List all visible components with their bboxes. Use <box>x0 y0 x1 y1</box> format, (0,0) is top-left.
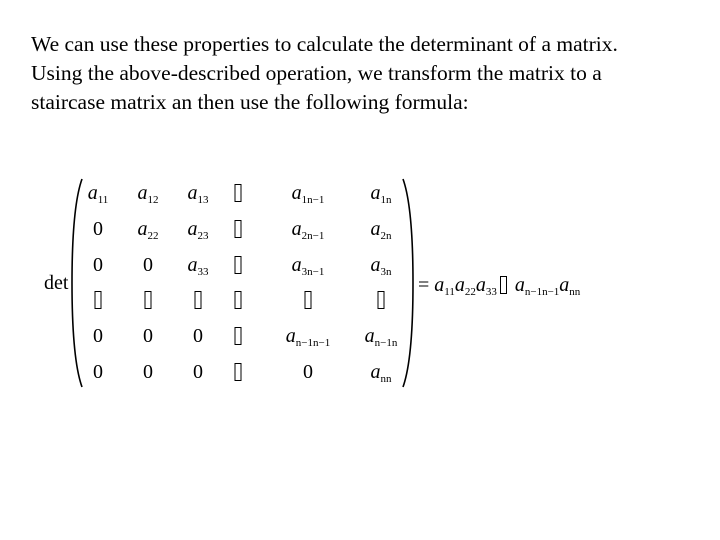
matrix-cell-missing-glyph <box>235 363 242 381</box>
matrix-cell-subscript: 11 <box>97 194 109 206</box>
rhs-terms <box>434 274 580 296</box>
right-parenthesis <box>401 177 415 389</box>
rhs-term-variable: a <box>559 274 570 296</box>
matrix-cell-r4-c4 <box>235 289 242 312</box>
matrix-cell-r3-c2 <box>143 254 153 277</box>
rhs-product <box>418 274 580 298</box>
matrix-cell-r2-c3 <box>188 218 209 242</box>
matrix-cell-missing-glyph <box>235 220 242 238</box>
matrix-cell-variable: a <box>137 218 148 240</box>
rhs-term-variable: a <box>514 274 525 296</box>
matrix-cell-r1-c4 <box>235 182 242 205</box>
matrix-cell-variable: a <box>370 182 381 204</box>
matrix-cell-r1-c2 <box>138 182 159 206</box>
matrix-cell-variable: a <box>291 254 302 276</box>
matrix-cell-value: 0 <box>93 254 103 276</box>
matrix-cell-variable: a <box>370 254 381 276</box>
matrix-cell-value: 0 <box>93 218 103 240</box>
matrix-cell-subscript: 1n <box>380 194 392 206</box>
matrix-cell-r6-c2 <box>143 361 153 384</box>
matrix-cell-subscript: n−1n <box>374 337 398 349</box>
matrix-cell-r6-c1 <box>93 361 103 384</box>
matrix-cell-r4-c1 <box>95 289 102 312</box>
rhs-term-subscript: 33 <box>485 286 497 298</box>
matrix-cell-missing-glyph <box>235 184 242 202</box>
matrix-cell-r2-c6 <box>371 218 392 242</box>
rhs-term-subscript: 22 <box>464 286 476 298</box>
matrix-cell-r1-c3 <box>188 182 209 206</box>
matrix-cell-subscript: 3n <box>380 266 392 278</box>
matrix-cell-r5-c1 <box>93 325 103 348</box>
matrix-cell-subscript: 12 <box>147 194 159 206</box>
matrix-cell-variable: a <box>291 218 302 240</box>
matrix-cell-variable: a <box>370 218 381 240</box>
matrix-cell-missing-glyph <box>235 256 242 274</box>
matrix-cell-variable: a <box>291 182 302 204</box>
matrix-cell-variable: a <box>187 182 198 204</box>
paragraph-line-3: staircase matrix an then use the following formula: <box>31 90 469 114</box>
matrix-cell-value: 0 <box>93 325 103 347</box>
rhs-term-4 <box>500 274 507 296</box>
rhs-term-2 <box>455 274 476 296</box>
matrix-cell-variable: a <box>364 325 375 347</box>
matrix-cell-r1-c1 <box>88 182 109 206</box>
matrix-cell-variable: a <box>87 182 98 204</box>
matrix-cell-r4-c6 <box>378 289 385 312</box>
matrix-cell-r3-c3 <box>188 254 209 278</box>
matrix-cell-r3-c4 <box>235 254 242 277</box>
rhs-term-missing-glyph <box>500 276 507 294</box>
matrix-cell-r4-c2 <box>145 289 152 312</box>
matrix-cell-r6-c3 <box>193 361 203 384</box>
matrix-cell-missing-glyph <box>195 291 202 309</box>
matrix-cell-subscript: 1n−1 <box>301 194 325 206</box>
matrix-cell-r4-c3 <box>195 289 202 312</box>
matrix-cell-variable: a <box>285 325 296 347</box>
rhs-term-subscript: 11 <box>444 286 455 298</box>
rhs-term-5 <box>515 274 559 296</box>
matrix-cell-value: 0 <box>143 325 153 347</box>
det-operator: det <box>44 272 69 294</box>
matrix-cell-r4-c5 <box>305 289 312 312</box>
matrix-cell-subscript: 2n−1 <box>301 230 325 242</box>
matrix-cell-missing-glyph <box>95 291 102 309</box>
matrix-cell-missing-glyph <box>235 291 242 309</box>
matrix-cell-value: 0 <box>93 361 103 383</box>
matrix-cell-subscript: nn <box>380 373 392 385</box>
matrix-cell-r6-c6 <box>371 361 392 385</box>
equals-sign: = <box>418 274 430 296</box>
rhs-term-variable: a <box>475 274 486 296</box>
matrix-cell-r2-c2 <box>138 218 159 242</box>
rhs-term-variable: a <box>454 274 465 296</box>
matrix-cell-r5-c2 <box>143 325 153 348</box>
matrix-cell-value: 0 <box>193 325 203 347</box>
matrix-cell-missing-glyph <box>235 327 242 345</box>
matrix-cell-r2-c4 <box>235 218 242 241</box>
left-parenthesis <box>70 177 84 389</box>
rhs-term-1 <box>434 274 455 296</box>
matrix-cell-subscript: 33 <box>197 266 209 278</box>
rhs-term-subscript: nn <box>569 286 581 298</box>
matrix-cell-r3-c1 <box>93 254 103 277</box>
matrix-cell-subscript: 22 <box>147 230 159 242</box>
matrix-cell-subscript: 23 <box>197 230 209 242</box>
matrix-cell-missing-glyph <box>145 291 152 309</box>
matrix-cell-subscript: 3n−1 <box>301 266 325 278</box>
matrix-cell-subscript: n−1n−1 <box>295 337 331 349</box>
matrix-cell-subscript: 13 <box>197 194 209 206</box>
rhs-term-subscript: n−1n−1 <box>524 286 560 298</box>
matrix-cell-variable: a <box>137 182 148 204</box>
matrix-cell-r5-c3 <box>193 325 203 348</box>
paragraph-line-2: Using the above-described operation, we transform the matrix to a <box>31 61 602 85</box>
matrix-cell-r6-c5 <box>303 361 313 384</box>
rhs-term-3 <box>476 274 497 296</box>
matrix-cell-r1-c5 <box>292 182 325 206</box>
matrix-cell-subscript: 2n <box>380 230 392 242</box>
matrix-cell-r5-c4 <box>235 325 242 348</box>
matrix-cell-value: 0 <box>143 254 153 276</box>
paragraph-line-1: We can use these properties to calculate the determinant of a matrix. <box>31 32 618 56</box>
matrix-cell-variable: a <box>187 254 198 276</box>
matrix-cell-variable: a <box>370 361 381 383</box>
matrix-cell-r1-c6 <box>371 182 392 206</box>
matrix-cell-r5-c6 <box>365 325 398 349</box>
matrix-cell-r5-c5 <box>286 325 330 349</box>
matrix-cell-r3-c5 <box>292 254 325 278</box>
rhs-term-6 <box>559 274 580 296</box>
rhs-term-variable: a <box>434 274 445 296</box>
matrix-cell-missing-glyph <box>305 291 312 309</box>
matrix-cell-r2-c5 <box>292 218 325 242</box>
matrix-cell-r2-c1 <box>93 218 103 241</box>
matrix-cell-value: 0 <box>303 361 313 383</box>
matrix-cell-value: 0 <box>143 361 153 383</box>
matrix-cell-r3-c6 <box>371 254 392 278</box>
matrix-cell-value: 0 <box>193 361 203 383</box>
matrix-cell-missing-glyph <box>378 291 385 309</box>
matrix-cell-r6-c4 <box>235 361 242 384</box>
matrix-cell-variable: a <box>187 218 198 240</box>
